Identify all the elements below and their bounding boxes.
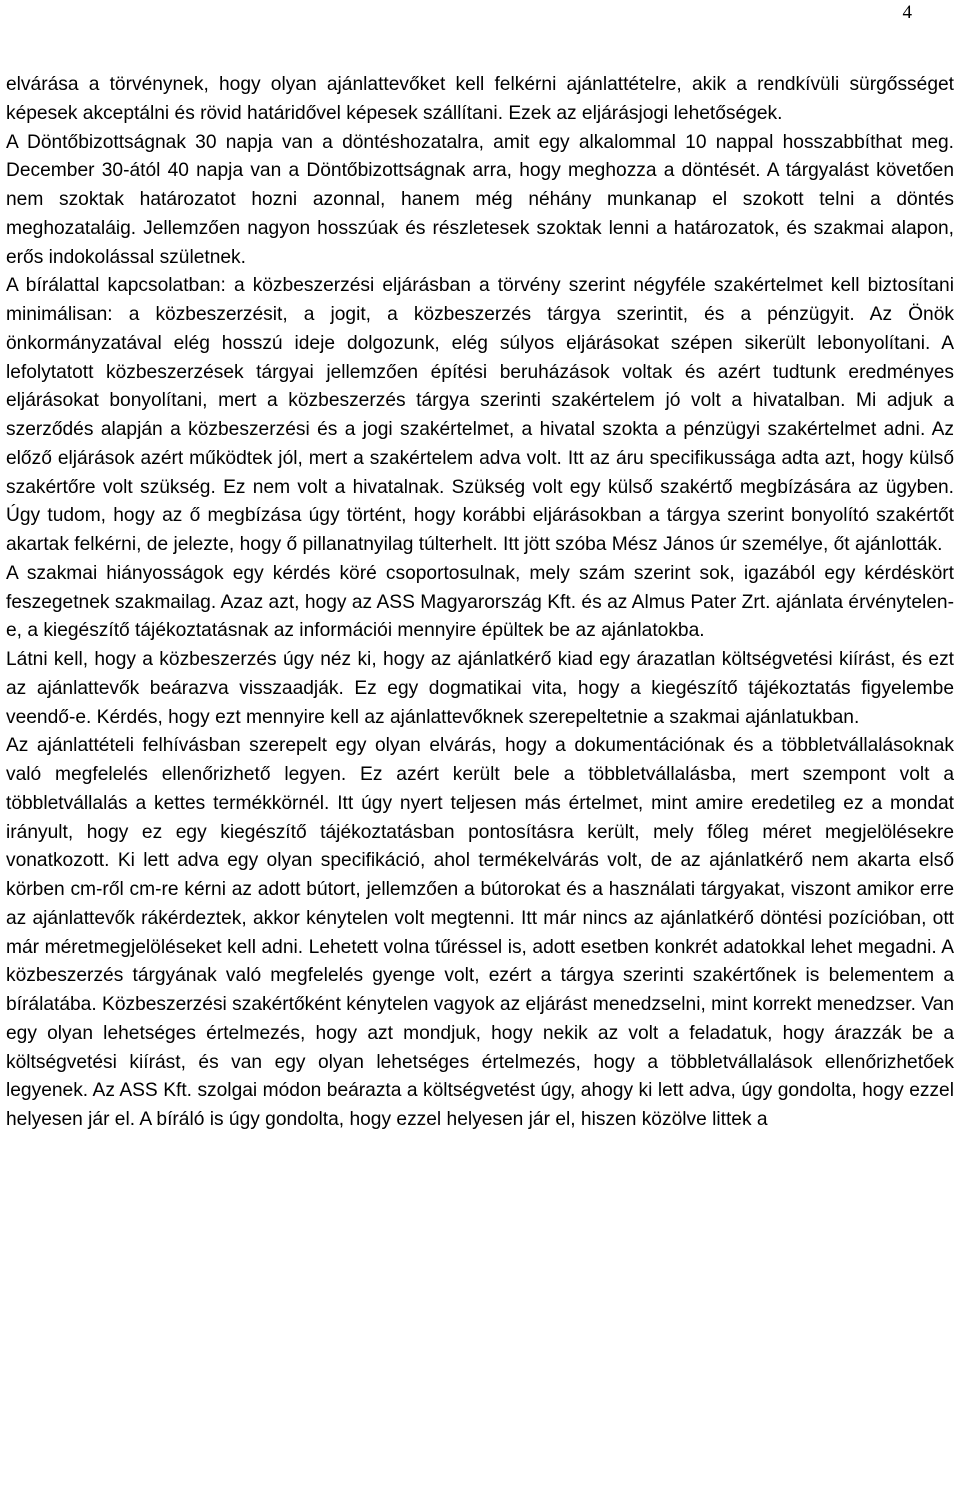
paragraph: A Döntőbizottságnak 30 napja van a döntéshozatalra, amit egy alkalommal 10 nappal hosszabbíthat meg. December 30-ától 40 napja van a Döntőbizottságnak arra, hogy meghozza a döntését. A tárgyalást követően nem szoktak határozatot hozni azonnal, hanem még néhány munkanap el szokott telni a döntés meghozataláig. Jellemzően nagyon hosszúak és részletesek szoktak lenni a határozatok, és szakmai alapon, erős indokolással születnek. — [6, 131, 954, 268]
paragraph: Látni kell, hogy a közbeszerzés úgy néz ki, hogy az ajánlatkérő kiad egy árazatlan költségvetési kiírást, és ezt az ajánlattevők beárazva visszaadják. Ez egy dogmatikai vita, hogy a kiegészítő tájékoztatás figyelembe veendő-e. Kérdés, hogy ezt mennyire kell az ajánlattevőknek szerepeltetnie a szakmai ajánlatukban. — [6, 649, 954, 728]
page-number: 4 — [902, 2, 912, 23]
paragraph: A szakmai hiányosságok egy kérdés köré csoportosulnak, mely szám szerint sok, igazából egy kérdéskört feszegetnek szakmailag. Azaz azt, hogy az ASS Magyarország Kft. és az Almus Pater Zrt. ajánlata érvénytelen-e, a kiegészítő tájékoztatásnak az információi mennyire épültek be az ajánlatokba. — [6, 562, 954, 642]
paragraph: A bírálattal kapcsolatban: a közbeszerzési eljárásban a törvény szerint négyféle szakértelmet kell biztosítani minimálisan: a közbeszerzésit, a jogit, a közbeszerzés tárgya szerintit, és a pénzügyit. Az Önök önkormányzatával elég hosszú ideje dolgozunk, elég súlyos eljárásokat szépen sikerült lebonyolítani. A lefolytatott közbeszerzések tárgyai jellemzően építési beruházások voltak és azért tudtunk eredményes eljárásokat bonyolítani, mert a közbeszerzés tárgya szerinti szakértelem jó volt a hivatalban. Mi adjuk a szerződés alapján a közbeszerzési és a jogi szakértelmet, a hivatal szokta a pénzügyi szakértelmet adni. Az előző eljárások azért működtek jól, mert a szakértelem adva volt. Itt az áru specifikussága adta azt, hogy külső szakértőre volt szükség. Ez nem volt a hivatalnak. Szükség volt egy külső szakértő megbízására az ügyben. Úgy tudom, hogy az ő megbízása úgy történt, hogy korábbi eljárásokban a tárgya szerint bonyolító szakértőt akartak felkérni, de jelezte, hogy ő pillanatnyilag túlterhelt. Itt jött szóba Mész János úr személye, őt ajánlották. — [6, 275, 954, 555]
paragraph: elvárása a törvénynek, hogy olyan ajánlattevőket kell felkérni ajánlattételre, akik a rendkívüli sürgősséget képesek akceptálni és rövid határidővel képesek szállítani. Ezek az eljárásjogi lehetőségek. — [6, 74, 954, 124]
paragraph: Az ajánlattételi felhívásban szerepelt egy olyan elvárás, hogy a dokumentációnak és a többletvállalásoknak való megfelelés ellenőrizhető legyen. Ez azért került bele a többletvállalásba, mert szempont volt a többletvállalás a kettes termékkörnél. Itt úgy nyert teljesen más értelmet, mint amire eredetileg ez a mondat irányult, hogy ez egy kiegészítő tájékoztatásban pontosításra került, mely főleg méret megjelölésekre vonatkozott. Ki lett adva egy olyan specifikáció, ahol termékelvárás volt, de az ajánlatkérő nem akarta első körben cm-ről cm-re kérni az adott bútort, jellemzően a bútorokat és a használati tárgyakat, viszont amikor erre az ajánlattevők rákérdeztek, akkor kénytelen volt megtenni. Itt már nincs az ajánlatkérő döntési pozícióban, ott már méretmegjelöléseket kell adni. Lehetett volna tűréssel is, adott esetben konkrét adatokkal lehet megadni. A közbeszerzés tárgyának való megfelelés gyenge volt, ezért a tárgya szerinti szakértőnek is belementem a bírálatába. Közbeszerzési szakértőként kénytelen vagyok az eljárást menedzselni, mint korrekt menedzser. Van egy olyan lehetséges értelmezés, hogy azt mondjuk, hogy nekik az volt a feladatuk, hogy árazzák be a költségvetési kiírást, és van egy olyan lehetséges értelmezés, hogy a többletvállalások ellenőrizhetőek legyenek. Az ASS Kft. szolgai módon beárazta a költségvetést úgy, ahogy ki lett adva, úgy gondolta, hogy ezzel helyesen jár el. A bíráló is úgy gondolta, hogy ezzel helyesen jár el, hiszen közölve littek a — [6, 735, 954, 1130]
document-body — [6, 71, 954, 1135]
